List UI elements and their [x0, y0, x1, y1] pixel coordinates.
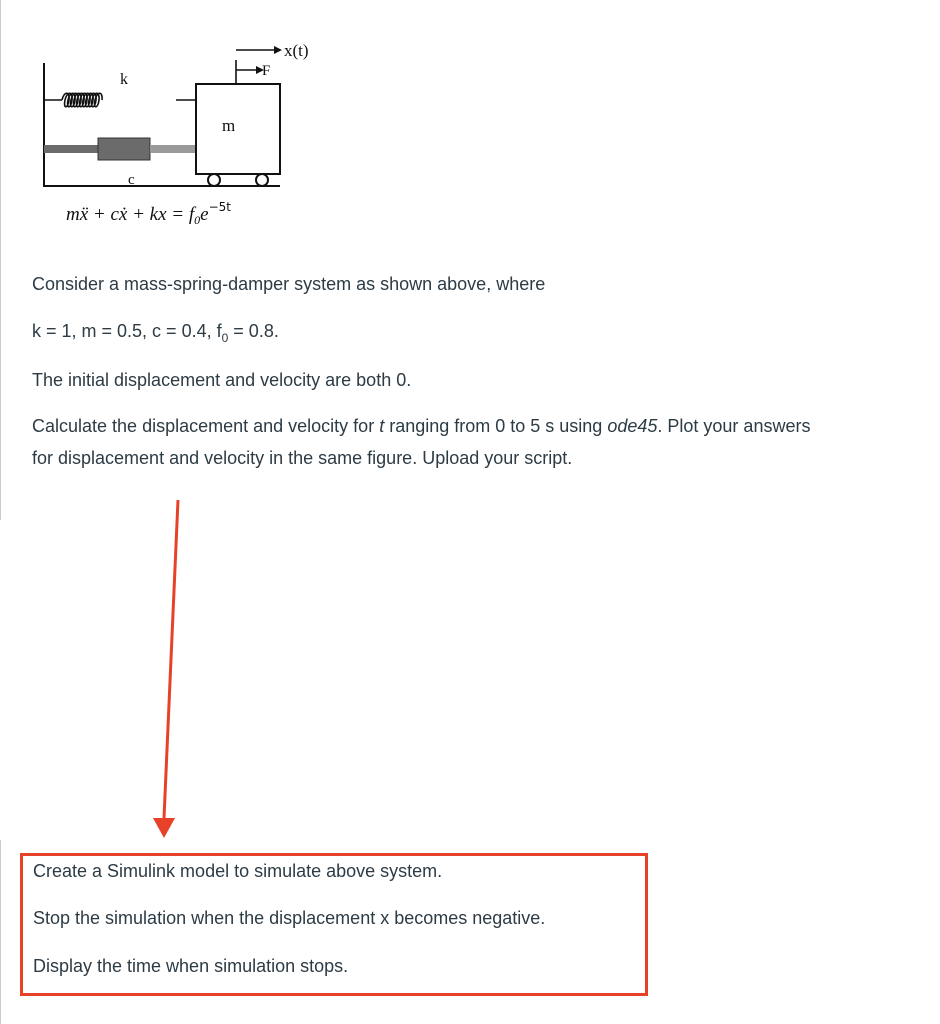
- wheel-left: [208, 174, 220, 186]
- callout-line-1: Create a Simulink model to simulate above system.: [33, 861, 443, 881]
- task-line-1: [32, 410, 810, 442]
- equation-base: e: [200, 204, 209, 225]
- spring: [44, 93, 196, 107]
- paragraph-task: [32, 410, 810, 474]
- annotation-arrow: [150, 500, 180, 840]
- task-text-b: ranging from 0 to 5 s using: [384, 416, 608, 436]
- label-k: k: [120, 71, 128, 88]
- left-border-rule-lower: [0, 840, 1, 1024]
- diagram-svg: [36, 38, 336, 198]
- damper: [44, 138, 196, 160]
- label-F: F: [262, 63, 271, 79]
- left-border-rule: [0, 0, 1, 520]
- task-function-ode45: ode45: [607, 416, 658, 436]
- simulink-task-callout: [20, 853, 648, 996]
- task-text-c: . Plot your answers: [657, 416, 811, 436]
- label-c: c: [128, 172, 135, 188]
- paragraph-parameters: [32, 315, 279, 354]
- task-variable-t: t: [379, 416, 385, 436]
- equation-lhs: mẍ + cẋ + kx = f: [66, 204, 195, 225]
- callout-line-2: Stop the simulation when the displacement x becomes negative.: [33, 908, 546, 928]
- callout-line-3: Display the time when simulation stops.: [33, 956, 349, 976]
- paragraph-intro: Consider a mass-spring-damper system as shown above, where: [32, 274, 546, 294]
- label-m: m: [222, 116, 236, 135]
- task-line-2: for displacement and velocity in the same figure. Upload your script.: [32, 448, 573, 468]
- mass-block: [196, 84, 280, 174]
- label-x-t: x(t): [284, 41, 309, 60]
- parameters-text-end: = 0.8.: [228, 321, 279, 341]
- force-arrow: [236, 60, 264, 84]
- parameters-text: k = 1, m = 0.5, c = 0.4, f: [32, 321, 222, 341]
- parameters-subscript: 0: [221, 331, 229, 345]
- wheel-right: [256, 174, 268, 186]
- paragraph-initial-conditions: The initial displacement and velocity are both 0.: [32, 370, 412, 390]
- equation-subscript: 0: [194, 213, 201, 227]
- equation-of-motion: [66, 200, 231, 228]
- task-text-a: Calculate the displacement and velocity for: [32, 416, 380, 436]
- mass-spring-damper-diagram: [36, 38, 336, 198]
- equation-exponent: −5t: [208, 200, 231, 214]
- displacement-arrow: [236, 46, 282, 54]
